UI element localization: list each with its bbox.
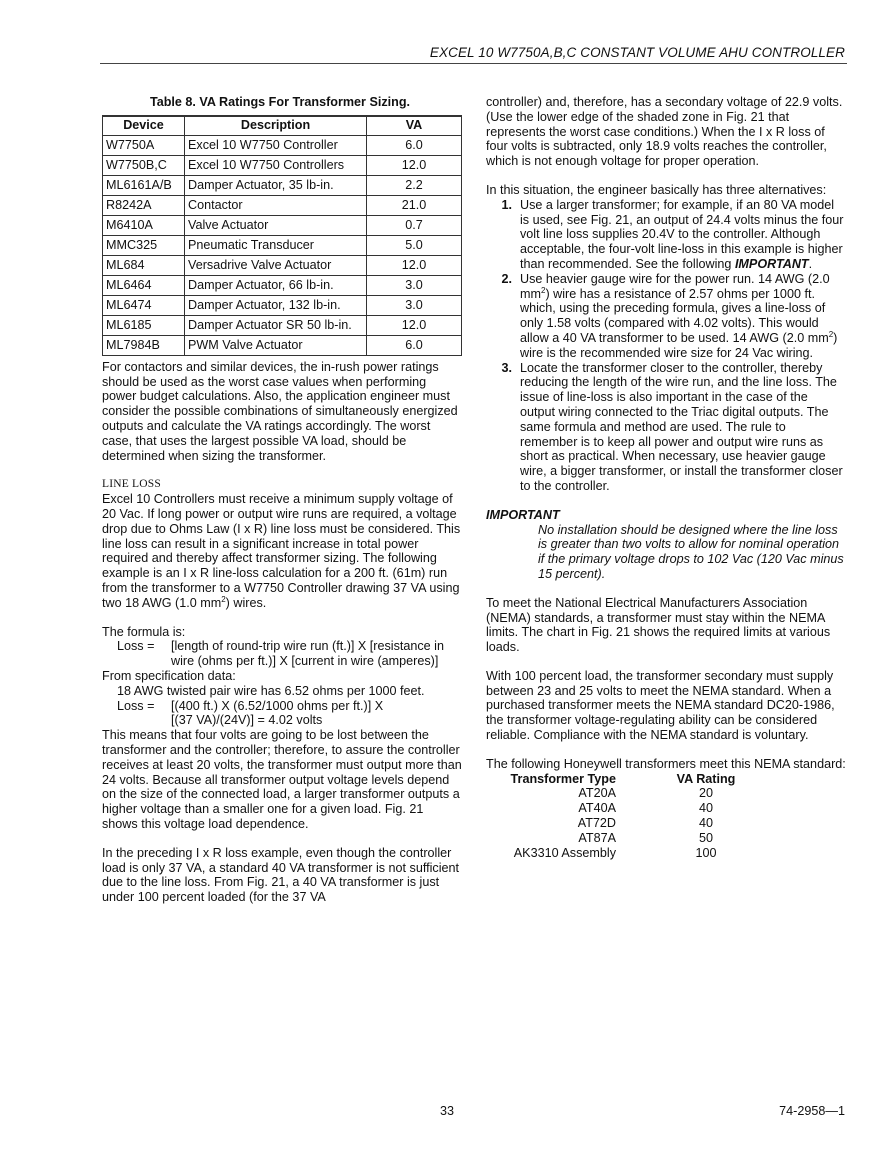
cell-va: 3.0 bbox=[367, 275, 462, 295]
cell-va: 12.0 bbox=[367, 255, 462, 275]
left-column bbox=[102, 95, 462, 905]
list-text bbox=[520, 272, 846, 361]
table-row bbox=[103, 315, 462, 335]
table-row bbox=[103, 195, 462, 215]
list-number: 2. bbox=[501, 271, 512, 286]
paragraph-four-volts: This means that four volts are going to be lost between the transformer and the controller; therefore, to assure the controller receives at least 20 volts, the transformer must output more than 24 volts. Because all transformer output voltage levels depend on the size of the connected load, a larger transformer outputs a higher voltage than a smaller one for a given load. Fig. 21 shows this voltage load dependence. bbox=[102, 728, 462, 831]
spec-intro: From specification data: bbox=[102, 668, 236, 683]
document-header-title: EXCEL 10 W7750A,B,C CONSTANT VOLUME AHU CONTROLLER bbox=[429, 45, 845, 60]
table-row bbox=[103, 335, 462, 355]
cell-description: Excel 10 W7750 Controller bbox=[185, 135, 367, 155]
transformer-rating: 50 bbox=[698, 830, 713, 845]
cell-description: Damper Actuator SR 50 lb-in. bbox=[185, 315, 367, 335]
transformer-type: AT40A bbox=[578, 801, 616, 816]
cell-device: ML7984B bbox=[103, 335, 185, 355]
alt2-text-c: ) wire is the recommended wire size for 24 Vac wiring. bbox=[520, 330, 838, 360]
cell-device: W7750A bbox=[103, 135, 185, 155]
header-rule bbox=[100, 63, 847, 64]
cell-device: MMC325 bbox=[103, 235, 185, 255]
cell-description: Valve Actuator bbox=[185, 215, 367, 235]
cell-va: 6.0 bbox=[367, 135, 462, 155]
table-row bbox=[103, 275, 462, 295]
calculation-line: [(400 ft.) X (6.52/1000 ohms per ft.)] X bbox=[171, 698, 384, 713]
list-number: 3. bbox=[501, 360, 512, 375]
transformer-row bbox=[486, 786, 846, 801]
column-header-device: Device bbox=[103, 116, 185, 136]
table-header-row bbox=[103, 116, 462, 136]
right-column bbox=[486, 95, 846, 860]
cell-description: Pneumatic Transducer bbox=[185, 235, 367, 255]
cell-va: 21.0 bbox=[367, 195, 462, 215]
formula-line: [length of round-trip wire run (ft.)] X [resistance in bbox=[171, 639, 444, 654]
transformer-type: AT72D bbox=[577, 816, 616, 831]
paragraph-full-load: With 100 percent load, the transformer secondary must supply between 23 and 25 volts to meet the NEMA standard. When a purchased transformer meets the NEMA standard DC20-1986, the transformer voltage-regulating ability can be considered reliable. Compliance with the NEMA standard is voluntary. bbox=[486, 668, 835, 743]
list-text: Locate the transformer closer to the controller, thereby reducing the length of the wire run, and the line loss. The issue of line-loss is also important in the case of the output wiring connected to the Triac digital outputs. The same formula and method are used. The rule to remember is to keep all power and output wire runs as short as practical. When necessary, use heavier gauge wire, a bigger transformer, or install the transformer closer to the controller. bbox=[520, 360, 843, 493]
cell-device: W7750B,C bbox=[103, 155, 185, 175]
transformer-rating: 40 bbox=[698, 801, 713, 816]
cell-va: 12.0 bbox=[367, 315, 462, 335]
table-row bbox=[103, 135, 462, 155]
transformer-row bbox=[486, 846, 846, 861]
page-number: 33 bbox=[440, 1104, 455, 1118]
cell-va: 0.7 bbox=[367, 215, 462, 235]
paragraph-nema: To meet the National Electrical Manufacturers Association (NEMA) standards, a transformer must stay within the NEMA limits. The chart in Fig. 21 shows the required limits at various loads. bbox=[486, 595, 831, 655]
superscript: 2 bbox=[540, 285, 546, 295]
transformer-rating: 40 bbox=[698, 816, 713, 831]
formula-label: Loss = bbox=[117, 639, 155, 654]
va-rating-header: VA Rating bbox=[676, 771, 736, 786]
calculation-label: Loss = bbox=[117, 698, 155, 713]
cell-va: 3.0 bbox=[367, 295, 462, 315]
cell-device: R8242A bbox=[103, 195, 185, 215]
important-note: No installation should be designed where the line loss is greater than two volts to allow for nominal operation if the primary voltage drops to 102 Vac (120 Vac minus 15 percent). bbox=[538, 522, 844, 581]
transformer-type: AT87A bbox=[578, 830, 616, 845]
cell-va: 5.0 bbox=[367, 235, 462, 255]
transformer-type: AK3310 Assembly bbox=[513, 845, 616, 860]
alt1-text: Use a larger transformer; for example, if an 80 VA model is used, see Fig. 21, an output of 24.4 volts minus the four volt line loss supplies 20.4V to the controller. Although acceptable, the four-volt line-loss in this example is higher than recommended. See the following bbox=[520, 197, 844, 271]
cell-device: ML6464 bbox=[103, 275, 185, 295]
line-loss-text-end: ) wires. bbox=[225, 595, 267, 610]
list-text bbox=[520, 198, 846, 272]
column-header-description: Description bbox=[185, 116, 367, 136]
paragraph-continuation: controller) and, therefore, has a secondary voltage of 22.9 volts. (Use the lower edge of the shaded zone in Fig. 21 that represents the worst case conditions.) When the I x R loss of four volts is subtracted, only 18.9 volts reaches the controller, which is not enough voltage for proper operation. bbox=[486, 95, 843, 169]
superscript: 2 bbox=[828, 329, 834, 339]
cell-description: Damper Actuator, 35 lb-in. bbox=[185, 175, 367, 195]
paragraph-honeywell-transformers: The following Honeywell transformers meet this NEMA standard: bbox=[486, 756, 846, 771]
column-header-va: VA bbox=[367, 116, 462, 136]
document-number: 74-2958—1 bbox=[779, 1104, 845, 1118]
alternatives-list bbox=[486, 198, 846, 494]
cell-description: Contactor bbox=[185, 195, 367, 215]
spec-line: 18 AWG twisted pair wire has 6.52 ohms per 1000 feet. bbox=[117, 683, 425, 698]
important-heading: IMPORTANT bbox=[486, 507, 560, 522]
formula-block bbox=[102, 639, 462, 654]
transformer-row bbox=[486, 816, 846, 831]
important-reference: IMPORTANT bbox=[734, 256, 809, 271]
cell-device: ML684 bbox=[103, 255, 185, 275]
table-title: Table 8. VA Ratings For Transformer Sizing. bbox=[149, 95, 411, 109]
table-row bbox=[103, 255, 462, 275]
calculation-line: [(37 VA)/(24V)] = 4.02 volts bbox=[171, 713, 323, 728]
cell-device: ML6185 bbox=[103, 315, 185, 335]
line-loss-text: Excel 10 Controllers must receive a minimum supply voltage of 20 Vac. If long power or output wire runs are required, a voltage drop due to Ohms Law (I x R) line loss must be considered. This line loss can result in a significant increase in total power required and thereby affect transformer sizing. The following example is an I x R line-loss calculation for a 200 ft. (61m) run from the transformer to a W7750 Controller drawing 37 VA using two 18 AWG (1.0 mm bbox=[102, 492, 461, 610]
cell-description: Damper Actuator, 66 lb-in. bbox=[185, 275, 367, 295]
transformer-row bbox=[486, 801, 846, 816]
alt1-end: . bbox=[808, 256, 813, 271]
table-row bbox=[103, 175, 462, 195]
cell-device: ML6161A/B bbox=[103, 175, 185, 195]
list-item bbox=[486, 361, 846, 494]
table-row bbox=[103, 155, 462, 175]
list-number: 1. bbox=[501, 197, 512, 212]
transformer-type: AT20A bbox=[578, 786, 616, 801]
list-item bbox=[486, 198, 846, 272]
cell-description: Versadrive Valve Actuator bbox=[185, 255, 367, 275]
transformer-row bbox=[486, 831, 846, 846]
cell-description: Excel 10 W7750 Controllers bbox=[185, 155, 367, 175]
cell-description: PWM Valve Actuator bbox=[185, 335, 367, 355]
cell-description: Damper Actuator, 132 lb-in. bbox=[185, 295, 367, 315]
cell-device: ML6474 bbox=[103, 295, 185, 315]
paragraph-line-loss bbox=[102, 492, 462, 610]
transformer-table-header bbox=[486, 772, 846, 787]
transformer-type-header: Transformer Type bbox=[510, 771, 616, 786]
alt2-text-a: Use heavier gauge wire for the power run. 14 AWG (2.0 mm bbox=[520, 271, 830, 301]
table-row bbox=[103, 215, 462, 235]
table-row bbox=[103, 235, 462, 255]
table-row bbox=[103, 295, 462, 315]
alt2-text-b: ) wire has a resistance of 2.57 ohms per 1000 ft. which, using the preceding formula, gives a line-loss of only 1.58 volts (compared with 4.02 volts). This would allow a 40 VA transformer to be used. 14 AWG (2.0 mm bbox=[520, 286, 829, 345]
formula-line: wire (ohms per ft.)] X [current in wire (amperes)] bbox=[171, 654, 439, 669]
list-item bbox=[486, 272, 846, 361]
cell-va: 12.0 bbox=[367, 155, 462, 175]
transformer-rating: 20 bbox=[698, 786, 713, 801]
section-heading-line-loss: LINE LOSS bbox=[102, 478, 161, 491]
va-ratings-table bbox=[102, 115, 462, 356]
paragraph-alternatives-intro: In this situation, the engineer basically has three alternatives: bbox=[486, 182, 827, 197]
calculation-block bbox=[102, 699, 462, 714]
cell-va: 6.0 bbox=[367, 335, 462, 355]
cell-device: M6410A bbox=[103, 215, 185, 235]
superscript: 2 bbox=[221, 594, 226, 604]
paragraph-inrush: For contactors and similar devices, the in-rush power ratings should be used as the worst case values when performing power budget calculations. Also, the application engineer must consider the possible combinations of simultaneously energized outputs and calculate the VA ratings accordingly. The worst case, that uses the largest possible VA load, should be determined when sizing the transformer. bbox=[102, 359, 458, 463]
transformer-rating: 100 bbox=[695, 845, 717, 860]
paragraph-preceding-example: In the preceding I x R loss example, even though the controller load is only 37 VA, a standard 40 VA transformer is not sufficient due to the line loss. From Fig. 21, a 40 VA transformer is just under 100 percent loaded (for the 37 VA bbox=[102, 845, 460, 905]
cell-va: 2.2 bbox=[367, 175, 462, 195]
formula-intro: The formula is: bbox=[102, 624, 186, 639]
